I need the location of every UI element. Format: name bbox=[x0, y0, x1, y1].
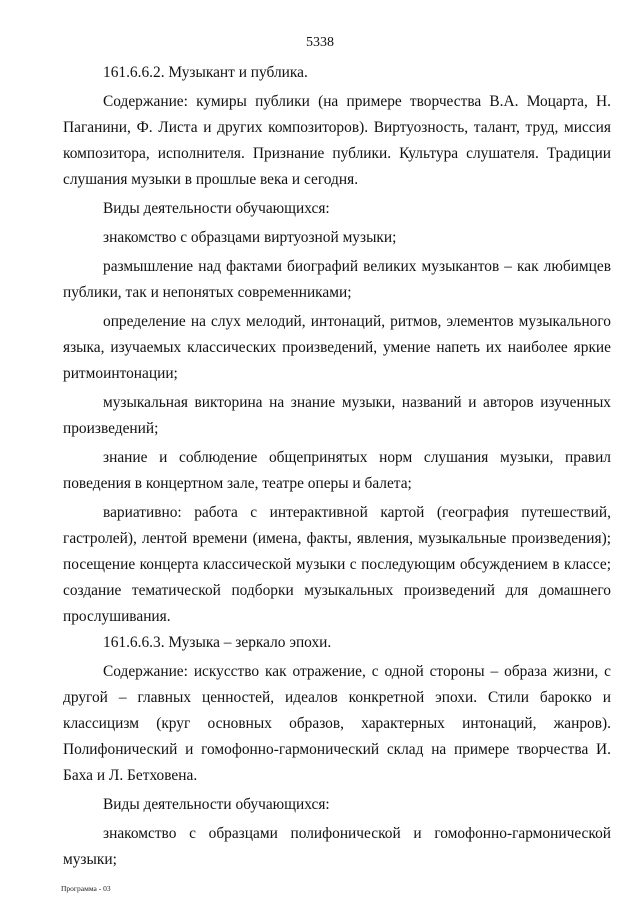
section-heading: 161.6.6.3. Музыка – зеркало эпохи. bbox=[103, 634, 332, 651]
paragraph: Виды деятельности обучающихся: bbox=[103, 200, 330, 217]
paragraph: определение на слух мелодий, интонаций, ритмов, элементов музыкального языка, изучаемых классических произведений, умение напеть их наиболее яркие ритмоинтонации; bbox=[63, 313, 611, 382]
paragraph: Содержание: искусство как отражение, с одной стороны – образа жизни, с другой – главных ценностей, идеалов конкретной эпохи. Стили барокко и классицизм (круг основных образов, характерных интонаций, жанров). Полифонический и гомофонно-гармонический склад на примере творчества И. Баха и Л. Бетховена. bbox=[63, 663, 611, 784]
paragraph: Виды деятельности обучающихся: bbox=[103, 796, 330, 813]
paragraph: размышление над фактами биографий великих музыкантов – как любимцев публики, так и непонятых современниками; bbox=[63, 258, 611, 301]
footer-label: Программа - 03 bbox=[61, 884, 111, 893]
paragraph: вариативно: работа с интерактивной картой (география путешествий, гастролей), лентой времени (имена, факты, явления, музыкальные произведения); посещение концерта классической музыки с последующим обсуждением в классе; создание тематической подборки музыкальных произведений для домашнего прослушивания. bbox=[63, 504, 611, 625]
paragraph: Содержание: кумиры публики (на примере творчества В.А. Моцарта, Н. Паганини, Ф. Листа и других композиторов). Виртуозность, талант, труд, миссия композитора, исполнителя. Признание публики. Культура слушателя. Традиции слушания музыки в прошлые века и сегодня. bbox=[63, 93, 611, 188]
paragraph: знакомство с образцами виртуозной музыки; bbox=[103, 229, 397, 246]
document-body bbox=[63, 60, 611, 873]
section-heading: 161.6.6.2. Музыкант и публика. bbox=[103, 64, 308, 81]
paragraph: музыкальная викторина на знание музыки, названий и авторов изученных произведений; bbox=[63, 394, 611, 437]
page-number: 5338 bbox=[306, 35, 334, 50]
paragraph: знание и соблюдение общепринятых норм слушания музыки, правил поведения в концертном зале, театре оперы и балета; bbox=[63, 449, 611, 492]
paragraph: знакомство с образцами полифонической и гомофонно-гармонической музыки; bbox=[63, 825, 611, 868]
